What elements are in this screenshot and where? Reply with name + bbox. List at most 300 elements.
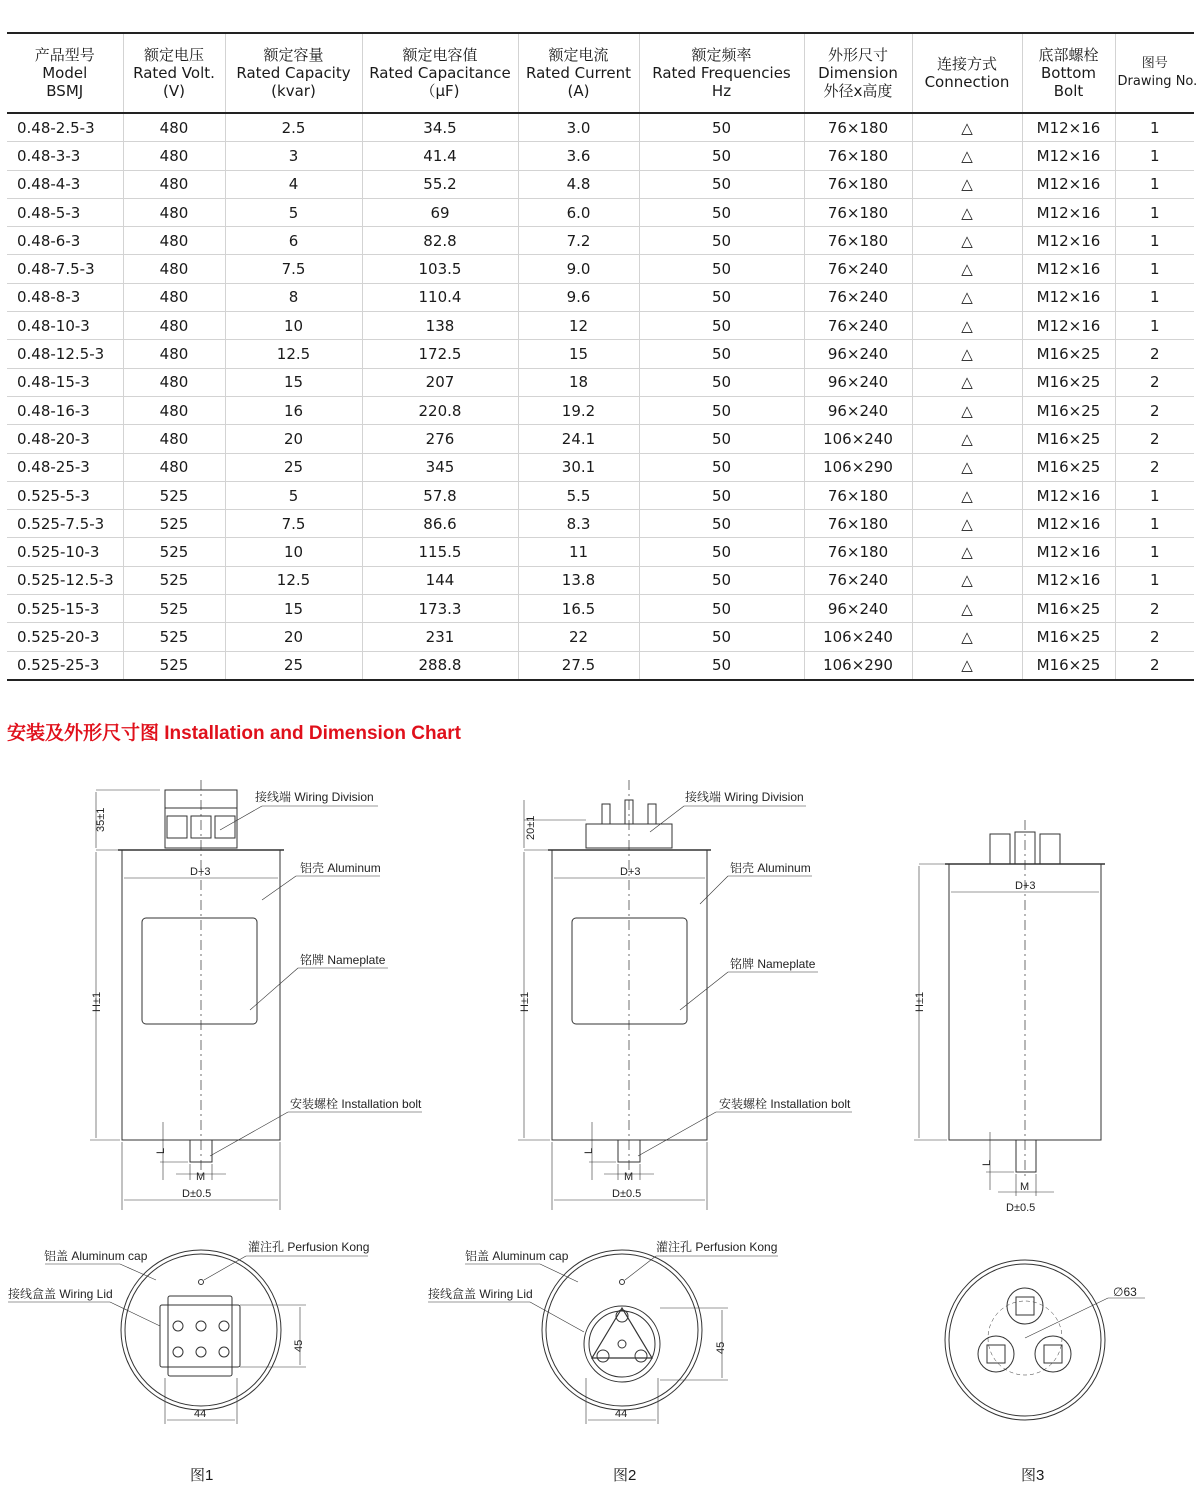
table-row bbox=[7, 368, 1194, 396]
table-cell: 3 bbox=[225, 142, 362, 170]
table-cell: 106×290 bbox=[804, 651, 912, 680]
table-cell: 0.48-4-3 bbox=[7, 170, 123, 198]
column-header bbox=[7, 33, 123, 113]
table-cell: 96×240 bbox=[804, 595, 912, 623]
table-cell: 288.8 bbox=[362, 651, 518, 680]
table-cell: 1 bbox=[1115, 198, 1194, 226]
table-cell: 10 bbox=[225, 538, 362, 566]
table-row bbox=[7, 198, 1194, 226]
table-cell: 76×180 bbox=[804, 170, 912, 198]
table-row bbox=[7, 425, 1194, 453]
table-cell: △ bbox=[912, 227, 1022, 255]
table-cell: 480 bbox=[123, 142, 225, 170]
table-cell: 96×240 bbox=[804, 340, 912, 368]
table-cell: 1 bbox=[1115, 283, 1194, 311]
dim-44-2: 44 bbox=[615, 1408, 628, 1420]
table-cell: 525 bbox=[123, 595, 225, 623]
table-cell: 480 bbox=[123, 113, 225, 142]
table-cell: 50 bbox=[639, 623, 804, 651]
table-cell: 3.0 bbox=[518, 113, 639, 142]
installation-drawings bbox=[0, 760, 1200, 1460]
table-cell: △ bbox=[912, 538, 1022, 566]
table-row bbox=[7, 538, 1194, 566]
label-aluminum-1: 铝壳 Aluminum bbox=[300, 861, 381, 875]
table-cell: 13.8 bbox=[518, 566, 639, 594]
column-header bbox=[362, 33, 518, 113]
table-row bbox=[7, 651, 1194, 680]
table-cell: 8.3 bbox=[518, 510, 639, 538]
table-cell: 173.3 bbox=[362, 595, 518, 623]
figure-2-caption: 图2 bbox=[613, 1467, 637, 1484]
column-header-line: (kvar) bbox=[271, 82, 316, 100]
table-cell: 50 bbox=[639, 312, 804, 340]
table-cell: 207 bbox=[362, 368, 518, 396]
table-cell: 50 bbox=[639, 566, 804, 594]
table-cell: △ bbox=[912, 283, 1022, 311]
table-cell: 22 bbox=[518, 623, 639, 651]
table-cell: 76×240 bbox=[804, 566, 912, 594]
column-header-line: Connection bbox=[924, 73, 1010, 91]
table-cell: M12×16 bbox=[1022, 227, 1115, 255]
table-cell: 525 bbox=[123, 510, 225, 538]
table-cell: M12×16 bbox=[1022, 538, 1115, 566]
table-row bbox=[7, 595, 1194, 623]
column-header bbox=[518, 33, 639, 113]
table-cell: 1 bbox=[1115, 227, 1194, 255]
table-cell: 69 bbox=[362, 198, 518, 226]
table-cell: 0.48-3-3 bbox=[7, 142, 123, 170]
table-cell: 2 bbox=[1115, 623, 1194, 651]
table-row bbox=[7, 340, 1194, 368]
table-cell: △ bbox=[912, 368, 1022, 396]
table-cell: △ bbox=[912, 255, 1022, 283]
label-perfusion-kong-1: 灌注孔 Perfusion Kong bbox=[248, 1240, 370, 1254]
column-header bbox=[639, 33, 804, 113]
column-header-line: Rated Current bbox=[525, 64, 632, 82]
table-cell: 30.1 bbox=[518, 453, 639, 481]
column-header-line: 外径x高度 bbox=[823, 82, 893, 100]
table-cell: 50 bbox=[639, 425, 804, 453]
column-header-line: Dimension bbox=[818, 64, 898, 82]
table-cell: 1 bbox=[1115, 510, 1194, 538]
table-cell: 50 bbox=[639, 255, 804, 283]
table-cell: 76×180 bbox=[804, 481, 912, 509]
table-cell: 15 bbox=[225, 595, 362, 623]
dim-d3-1: D+3 bbox=[190, 866, 211, 878]
column-header-line: 额定频率 bbox=[691, 46, 752, 64]
table-cell: M16×25 bbox=[1022, 623, 1115, 651]
table-cell: 1 bbox=[1115, 255, 1194, 283]
table-cell: 2 bbox=[1115, 651, 1194, 680]
table-cell: △ bbox=[912, 510, 1022, 538]
table-cell: 11 bbox=[518, 538, 639, 566]
table-cell: 16.5 bbox=[518, 595, 639, 623]
table-cell: 41.4 bbox=[362, 142, 518, 170]
table-cell: M12×16 bbox=[1022, 113, 1115, 142]
table-row bbox=[7, 142, 1194, 170]
table-cell: 0.525-10-3 bbox=[7, 538, 123, 566]
label-wiring-lid-1: 接线盒盖 Wiring Lid bbox=[8, 1287, 113, 1301]
table-cell: 50 bbox=[639, 142, 804, 170]
table-cell: △ bbox=[912, 453, 1022, 481]
table-cell: 4.8 bbox=[518, 170, 639, 198]
table-cell: 5 bbox=[225, 198, 362, 226]
table-cell: M16×25 bbox=[1022, 425, 1115, 453]
column-header-line: (A) bbox=[567, 82, 590, 100]
table-cell: M16×25 bbox=[1022, 340, 1115, 368]
table-row bbox=[7, 283, 1194, 311]
dim-l-2: L bbox=[583, 1147, 595, 1154]
table-cell: 50 bbox=[639, 368, 804, 396]
label-aluminum-cap-2: 铝盖 Aluminum cap bbox=[465, 1249, 569, 1263]
label-wiring-division-1: 接线端 Wiring Division bbox=[255, 790, 374, 804]
table-cell: 16 bbox=[225, 396, 362, 424]
table-cell: 0.48-12.5-3 bbox=[7, 340, 123, 368]
table-cell: 144 bbox=[362, 566, 518, 594]
table-cell: △ bbox=[912, 170, 1022, 198]
dim-h-3: H±1 bbox=[914, 991, 926, 1012]
table-cell: 115.5 bbox=[362, 538, 518, 566]
table-cell: △ bbox=[912, 481, 1022, 509]
table-cell: 50 bbox=[639, 453, 804, 481]
dim-m-3: M bbox=[1020, 1181, 1030, 1193]
table-cell: 25 bbox=[225, 453, 362, 481]
column-header-line: Rated Capacitance bbox=[369, 64, 511, 82]
dim-44-1: 44 bbox=[194, 1408, 207, 1420]
label-nameplate-2: 铭牌 Nameplate bbox=[730, 957, 816, 971]
dim-20-2: 20±1 bbox=[525, 815, 537, 840]
table-cell: 0.48-6-3 bbox=[7, 227, 123, 255]
table-row bbox=[7, 255, 1194, 283]
table-row bbox=[7, 623, 1194, 651]
table-cell: M12×16 bbox=[1022, 198, 1115, 226]
column-header-line: Bottom bbox=[1040, 64, 1097, 82]
table-cell: 3.6 bbox=[518, 142, 639, 170]
table-cell: 0.48-20-3 bbox=[7, 425, 123, 453]
table-cell: M12×16 bbox=[1022, 255, 1115, 283]
table-cell: 1 bbox=[1115, 312, 1194, 340]
table-cell: 9.0 bbox=[518, 255, 639, 283]
dim-d05-3: D±0.5 bbox=[1006, 1202, 1036, 1214]
spec-table bbox=[7, 32, 1198, 681]
table-cell: 0.525-7.5-3 bbox=[7, 510, 123, 538]
table-cell: 12.5 bbox=[225, 566, 362, 594]
table-cell: 480 bbox=[123, 170, 225, 198]
table-cell: 110.4 bbox=[362, 283, 518, 311]
table-cell: 1 bbox=[1115, 113, 1194, 142]
section-title: 安装及外形尺寸图 Installation and Dimension Chart bbox=[7, 723, 461, 744]
column-header-line: 外形尺寸 bbox=[827, 46, 888, 64]
table-row bbox=[7, 453, 1194, 481]
table-cell: 20 bbox=[225, 425, 362, 453]
dim-phi63-3: ∅63 bbox=[1113, 1285, 1137, 1299]
table-cell: 50 bbox=[639, 651, 804, 680]
table-cell: M16×25 bbox=[1022, 453, 1115, 481]
table-cell: 1 bbox=[1115, 142, 1194, 170]
table-cell: 15 bbox=[225, 368, 362, 396]
table-cell: M12×16 bbox=[1022, 170, 1115, 198]
table-cell: 50 bbox=[639, 595, 804, 623]
table-cell: 25 bbox=[225, 651, 362, 680]
column-header bbox=[1022, 33, 1115, 113]
table-cell: 1 bbox=[1115, 566, 1194, 594]
table-cell: △ bbox=[912, 312, 1022, 340]
column-header-line: 额定电容值 bbox=[402, 46, 478, 64]
table-cell: 0.48-10-3 bbox=[7, 312, 123, 340]
table-cell: 57.8 bbox=[362, 481, 518, 509]
table-cell: M12×16 bbox=[1022, 283, 1115, 311]
table-cell: 12.5 bbox=[225, 340, 362, 368]
table-cell: △ bbox=[912, 566, 1022, 594]
table-cell: 50 bbox=[639, 481, 804, 509]
table-cell: △ bbox=[912, 142, 1022, 170]
table-cell: 6.0 bbox=[518, 198, 639, 226]
table-cell: 7.5 bbox=[225, 510, 362, 538]
dim-d05-2: D±0.5 bbox=[612, 1188, 642, 1200]
table-cell: 50 bbox=[639, 396, 804, 424]
spec-table-body bbox=[7, 113, 1194, 680]
table-row bbox=[7, 312, 1194, 340]
table-cell: 103.5 bbox=[362, 255, 518, 283]
figure-1-caption: 图1 bbox=[190, 1467, 214, 1484]
table-cell: 9.6 bbox=[518, 283, 639, 311]
table-cell: △ bbox=[912, 113, 1022, 142]
table-cell: 525 bbox=[123, 566, 225, 594]
table-cell: 2 bbox=[1115, 340, 1194, 368]
table-cell: 5 bbox=[225, 481, 362, 509]
column-header-line: 底部螺栓 bbox=[1038, 46, 1099, 64]
table-cell: 2 bbox=[1115, 595, 1194, 623]
dim-l-1: L bbox=[155, 1147, 167, 1154]
table-cell: 76×180 bbox=[804, 198, 912, 226]
table-cell: 50 bbox=[639, 538, 804, 566]
table-cell: △ bbox=[912, 595, 1022, 623]
table-cell: 106×240 bbox=[804, 623, 912, 651]
table-row bbox=[7, 113, 1194, 142]
table-cell: 480 bbox=[123, 368, 225, 396]
column-header-line: Rated Capacity bbox=[236, 64, 351, 82]
table-cell: M12×16 bbox=[1022, 566, 1115, 594]
column-header bbox=[225, 33, 362, 113]
table-cell: 0.525-25-3 bbox=[7, 651, 123, 680]
table-cell: 480 bbox=[123, 198, 225, 226]
table-cell: 0.48-2.5-3 bbox=[7, 113, 123, 142]
table-cell: 0.48-16-3 bbox=[7, 396, 123, 424]
dim-35-1: 35±1 bbox=[95, 807, 107, 832]
column-header-line: (V) bbox=[163, 82, 185, 100]
table-cell: 76×240 bbox=[804, 255, 912, 283]
table-cell: 2 bbox=[1115, 368, 1194, 396]
table-row bbox=[7, 227, 1194, 255]
table-cell: 15 bbox=[518, 340, 639, 368]
figure-2-side-view bbox=[518, 780, 852, 1210]
table-cell: 76×180 bbox=[804, 227, 912, 255]
label-aluminum-2: 铝壳 Aluminum bbox=[730, 861, 811, 875]
table-cell: 86.6 bbox=[362, 510, 518, 538]
table-cell: △ bbox=[912, 623, 1022, 651]
table-cell: 525 bbox=[123, 651, 225, 680]
table-cell: 7.2 bbox=[518, 227, 639, 255]
table-cell: 0.525-5-3 bbox=[7, 481, 123, 509]
table-cell: 276 bbox=[362, 425, 518, 453]
table-cell: 50 bbox=[639, 170, 804, 198]
figure-1-side-view bbox=[90, 780, 422, 1210]
dim-m-2: M bbox=[624, 1171, 634, 1183]
table-cell: 106×290 bbox=[804, 453, 912, 481]
column-header-line: 额定容量 bbox=[263, 46, 324, 64]
table-cell: △ bbox=[912, 340, 1022, 368]
table-cell: 1 bbox=[1115, 481, 1194, 509]
column-header bbox=[123, 33, 225, 113]
table-cell: 96×240 bbox=[804, 396, 912, 424]
table-row bbox=[7, 566, 1194, 594]
table-cell: △ bbox=[912, 425, 1022, 453]
table-cell: 76×180 bbox=[804, 113, 912, 142]
table-cell: 0.525-15-3 bbox=[7, 595, 123, 623]
table-cell: 0.48-7.5-3 bbox=[7, 255, 123, 283]
table-cell: M12×16 bbox=[1022, 312, 1115, 340]
table-cell: 480 bbox=[123, 340, 225, 368]
dim-d3-3: D+3 bbox=[1015, 880, 1036, 892]
table-cell: 525 bbox=[123, 623, 225, 651]
table-cell: 480 bbox=[123, 425, 225, 453]
table-cell: 231 bbox=[362, 623, 518, 651]
table-cell: M12×16 bbox=[1022, 510, 1115, 538]
table-cell: 50 bbox=[639, 340, 804, 368]
table-cell: 2 bbox=[1115, 396, 1194, 424]
spec-table-header bbox=[7, 33, 1198, 113]
figure-3-caption: 图3 bbox=[1021, 1467, 1045, 1484]
table-cell: 0.525-20-3 bbox=[7, 623, 123, 651]
figure-3-side-view bbox=[914, 820, 1105, 1196]
table-cell: 480 bbox=[123, 283, 225, 311]
label-nameplate-1: 铭牌 Nameplate bbox=[300, 953, 386, 967]
table-cell: 1 bbox=[1115, 538, 1194, 566]
table-cell: 7.5 bbox=[225, 255, 362, 283]
table-cell: 2.5 bbox=[225, 113, 362, 142]
column-header-line: Drawing No. bbox=[1117, 74, 1198, 89]
table-cell: 50 bbox=[639, 283, 804, 311]
table-cell: 20 bbox=[225, 623, 362, 651]
table-cell: 19.2 bbox=[518, 396, 639, 424]
table-cell: 76×180 bbox=[804, 510, 912, 538]
table-cell: 76×240 bbox=[804, 283, 912, 311]
table-cell: 0.48-8-3 bbox=[7, 283, 123, 311]
table-cell: 50 bbox=[639, 198, 804, 226]
table-row bbox=[7, 170, 1194, 198]
column-header-line: BSMJ bbox=[46, 82, 84, 100]
column-header-line: Bolt bbox=[1053, 82, 1084, 100]
column-header-line: Rated Volt. bbox=[133, 64, 215, 82]
table-cell: 2 bbox=[1115, 453, 1194, 481]
dim-h-1: H±1 bbox=[91, 991, 103, 1012]
column-header-line: 连接方式 bbox=[936, 55, 997, 73]
table-cell: 525 bbox=[123, 481, 225, 509]
table-cell: 8 bbox=[225, 283, 362, 311]
label-wiring-lid-2: 接线盒盖 Wiring Lid bbox=[428, 1287, 533, 1301]
table-cell: 1 bbox=[1115, 170, 1194, 198]
column-header-line: 额定电压 bbox=[143, 46, 204, 64]
table-cell: M16×25 bbox=[1022, 595, 1115, 623]
table-cell: 480 bbox=[123, 255, 225, 283]
label-installation-bolt-1: 安装螺栓 Installation bolt bbox=[290, 1097, 422, 1111]
table-cell: 6 bbox=[225, 227, 362, 255]
table-cell: 480 bbox=[123, 312, 225, 340]
table-cell: 106×240 bbox=[804, 425, 912, 453]
table-cell: 76×180 bbox=[804, 142, 912, 170]
table-cell: 76×180 bbox=[804, 538, 912, 566]
table-cell: 220.8 bbox=[362, 396, 518, 424]
table-cell: 55.2 bbox=[362, 170, 518, 198]
table-cell: 0.48-5-3 bbox=[7, 198, 123, 226]
column-header-line: Hz bbox=[711, 82, 732, 100]
figure-2-top-view bbox=[428, 1250, 778, 1424]
table-cell: 18 bbox=[518, 368, 639, 396]
table-cell: 480 bbox=[123, 396, 225, 424]
column-header bbox=[804, 33, 912, 113]
column-header-line: Model bbox=[42, 64, 88, 82]
table-cell: △ bbox=[912, 198, 1022, 226]
label-perfusion-kong-2: 灌注孔 Perfusion Kong bbox=[656, 1240, 778, 1254]
column-header bbox=[912, 33, 1022, 113]
table-row bbox=[7, 510, 1194, 538]
table-cell: 525 bbox=[123, 538, 225, 566]
table-cell: 172.5 bbox=[362, 340, 518, 368]
table-cell: 4 bbox=[225, 170, 362, 198]
spec-table-wrap bbox=[7, 32, 1198, 681]
table-cell: 480 bbox=[123, 453, 225, 481]
label-installation-bolt-2: 安装螺栓 Installation bolt bbox=[719, 1097, 851, 1111]
dim-45-1: 45 bbox=[293, 1339, 305, 1352]
table-cell: 76×240 bbox=[804, 312, 912, 340]
figure-1-top-view bbox=[8, 1250, 368, 1424]
column-header-line: 图号 bbox=[1141, 56, 1168, 71]
table-cell: 50 bbox=[639, 510, 804, 538]
dim-45-2: 45 bbox=[715, 1341, 727, 1354]
table-cell: △ bbox=[912, 651, 1022, 680]
table-cell: 5.5 bbox=[518, 481, 639, 509]
dim-d05-1: D±0.5 bbox=[182, 1188, 212, 1200]
table-cell: M16×25 bbox=[1022, 368, 1115, 396]
dim-d3-2: D+3 bbox=[620, 866, 641, 878]
table-cell: M16×25 bbox=[1022, 651, 1115, 680]
table-cell: 96×240 bbox=[804, 368, 912, 396]
table-cell: 480 bbox=[123, 227, 225, 255]
column-header-line: Rated Frequencies bbox=[652, 64, 791, 82]
dim-m-1: M bbox=[196, 1171, 206, 1183]
table-cell: 12 bbox=[518, 312, 639, 340]
column-header-line: 额定电流 bbox=[548, 46, 609, 64]
table-cell: 0.525-12.5-3 bbox=[7, 566, 123, 594]
label-wiring-division-2: 接线端 Wiring Division bbox=[685, 790, 804, 804]
table-cell: 2 bbox=[1115, 425, 1194, 453]
table-cell: 34.5 bbox=[362, 113, 518, 142]
table-cell: 82.8 bbox=[362, 227, 518, 255]
column-header bbox=[1115, 33, 1198, 113]
table-cell: 50 bbox=[639, 113, 804, 142]
table-row bbox=[7, 396, 1194, 424]
table-cell: 24.1 bbox=[518, 425, 639, 453]
column-header-line: 产品型号 bbox=[34, 46, 95, 64]
table-cell: 0.48-15-3 bbox=[7, 368, 123, 396]
table-cell: 10 bbox=[225, 312, 362, 340]
table-cell: △ bbox=[912, 396, 1022, 424]
dim-l-3: L bbox=[981, 1159, 993, 1166]
table-cell: M12×16 bbox=[1022, 142, 1115, 170]
table-row bbox=[7, 481, 1194, 509]
column-header-line: （μF) bbox=[420, 82, 460, 100]
table-cell: 345 bbox=[362, 453, 518, 481]
